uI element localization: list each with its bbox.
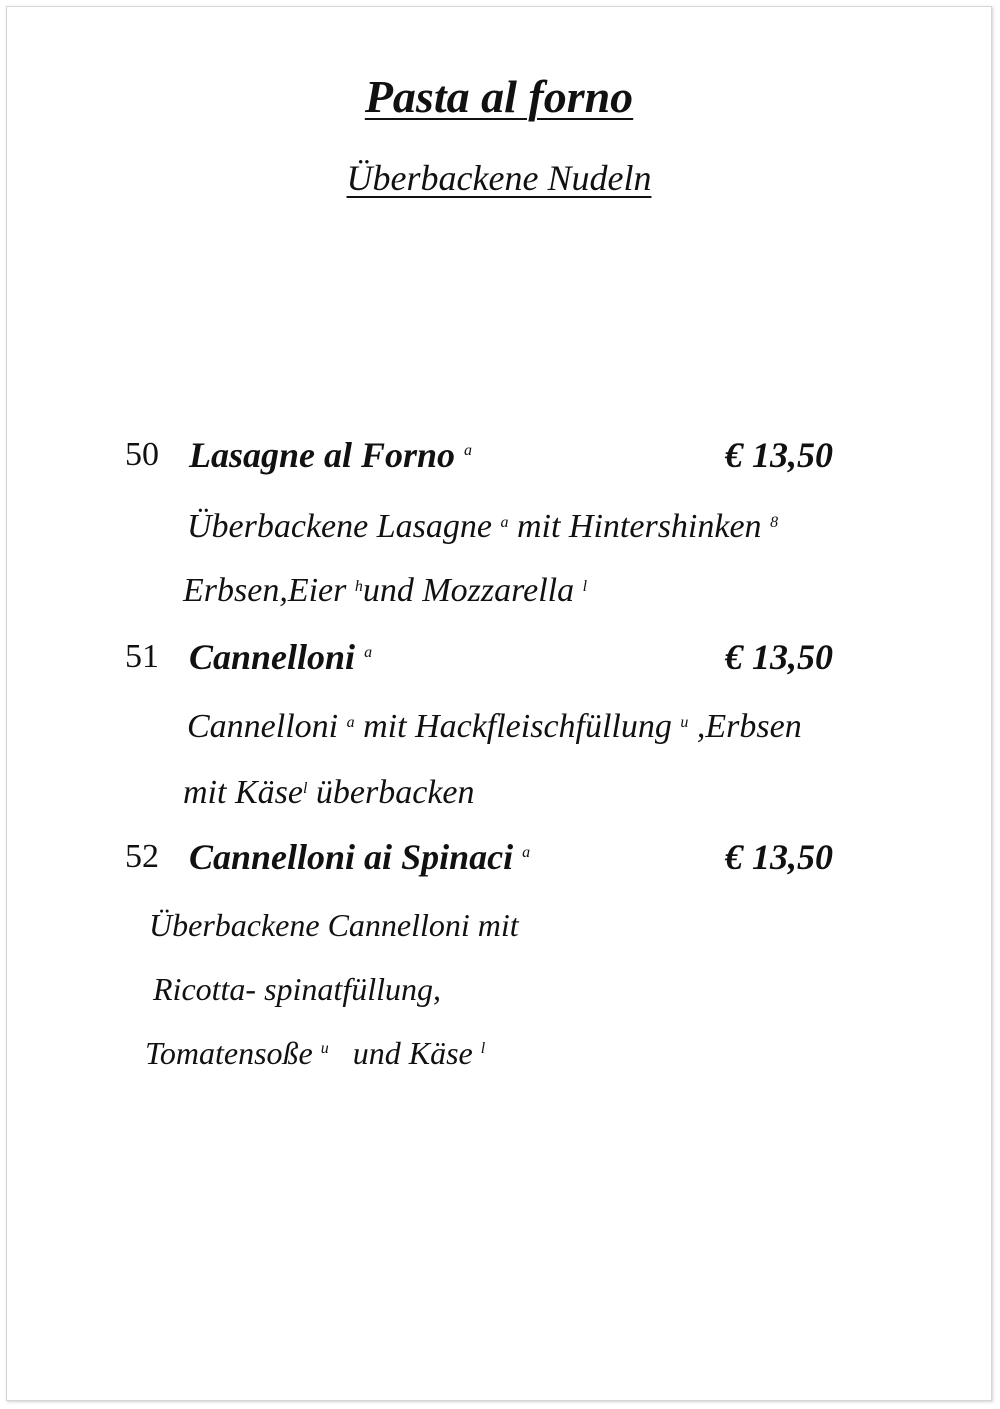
page-title — [7, 69, 991, 125]
item-name — [189, 637, 372, 677]
allergen-note: l — [582, 578, 588, 595]
desc-text: mit Hackfleischfüllung — [354, 708, 681, 745]
item-name — [189, 837, 530, 877]
item-price: € 13,50 — [725, 837, 833, 877]
allergen-note: u — [680, 714, 689, 731]
allergen-note: a — [364, 644, 373, 661]
allergen-note: a — [522, 844, 531, 861]
item-name-text: Cannelloni — [189, 637, 356, 677]
desc-text: Ricotta- spinatfüllung, — [153, 971, 441, 1007]
desc-text: und Käse — [328, 1035, 481, 1071]
page-subtitle — [7, 155, 991, 201]
page-title-text: Pasta al forno — [364, 71, 634, 122]
item-description-line — [187, 507, 778, 547]
item-price: € 13,50 — [725, 637, 833, 677]
desc-text: mit Hintershinken — [508, 508, 771, 545]
item-description-line — [153, 969, 441, 1009]
item-name-text: Lasagne al Forno — [189, 435, 456, 475]
allergen-note: u — [320, 1040, 329, 1057]
allergen-note: a — [464, 442, 473, 459]
item-number: 50 — [125, 436, 159, 473]
item-description-line — [183, 571, 587, 611]
desc-text: mit Käse — [183, 774, 303, 811]
allergen-note: l — [302, 780, 308, 797]
desc-text: Erbsen,Eier — [183, 572, 355, 609]
item-description-line — [183, 773, 475, 813]
item-name — [189, 435, 472, 475]
item-description-line — [145, 1033, 485, 1073]
item-number: 51 — [125, 638, 159, 675]
item-description-line — [187, 707, 802, 747]
desc-text: ,Erbsen — [688, 708, 802, 745]
page-subtitle-text: Überbackene Nudeln — [346, 158, 652, 198]
allergen-note: h — [354, 578, 363, 595]
allergen-note: a — [500, 514, 509, 531]
item-name-text: Cannelloni ai Spinaci — [189, 837, 514, 877]
desc-text: Tomatensoße — [145, 1035, 321, 1071]
allergen-note: 8 — [770, 514, 779, 531]
allergen-note: a — [346, 714, 355, 731]
menu-page — [6, 6, 992, 1401]
item-description-line — [149, 905, 519, 945]
desc-text: überbacken — [307, 774, 475, 811]
item-price: € 13,50 — [725, 435, 833, 475]
item-number: 52 — [125, 838, 159, 875]
desc-text: Überbackene Lasagne — [187, 508, 501, 545]
desc-text: und Mozzarella — [362, 572, 583, 609]
desc-text: Cannelloni — [187, 708, 347, 745]
allergen-note: l — [480, 1040, 486, 1057]
desc-text: Überbackene Cannelloni mit — [149, 907, 519, 943]
